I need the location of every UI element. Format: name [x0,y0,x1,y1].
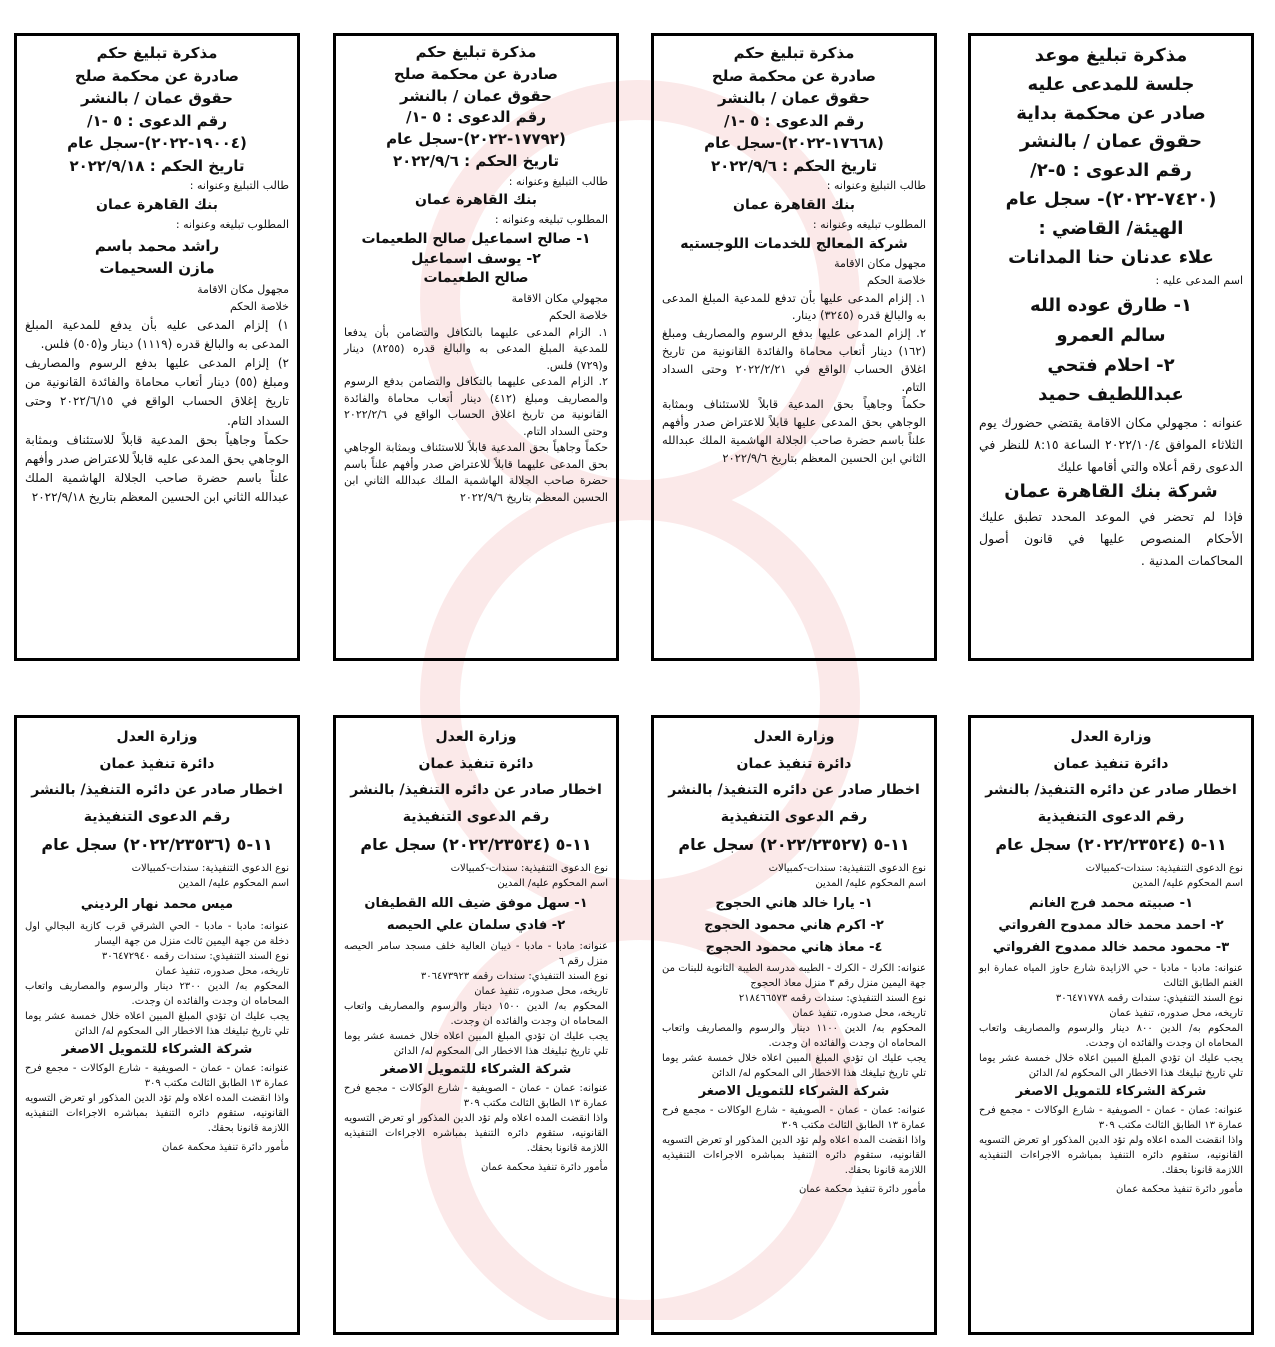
judgment-para-2: ٢) إلزام المدعى عليها بدفع الرسوم والمصاريف ومبلغ (٥٥) دينار أتعاب محاماة والفائدة القانونية من تاريخ إغلاق الحساب الواقع في ٢٠٢٢/٦/١٥ وحتى السداد التام. [25,356,289,428]
requester-label: طالب التبليغ وعنوانه : [189,179,289,192]
debtor-address: عنوانه: مادبا - مادبا - ذيبان العالية خلف مسجد سامر الحيصه منزل رقم ٦ [344,940,608,967]
judgment-para-2: ٢. إلزام المدعى عليها بدفع الرسوم والمصاريف ومبلغ (١٦٢) دينار أتعاب محاماة والفائدة القانونية من تاريخ اغلاق الحساب الواقع في ٢٠٢٢/٢/٢١ وحتى السداد التام. [662,326,926,394]
debtor-address: عنوانه: مادبا - مادبا - حي الازايدة شارع حاوز المياه عمارة ابو الغنم الطابق الثالث [979,963,1243,990]
judgment-para-2: ٢. الزام المدعى عليهما بالتكافل والتضامن بدفع الرسوم والمصاريف ومبلغ (٤١٢) دينار أتعاب محاماة والفائدة القانونية من تاريخ اغلاق الحساب الواقع في ٢٠٢٢/٢/٦ وحتى السداد التام. [344,375,608,438]
bond-number: نوع السند التنفيذي: سندات رقمه ٣٠٦٤٧١٧٧٨ [1055,993,1243,1005]
recipient-label: المطلوب تبليغه وعنوانه : [812,217,926,231]
notice-title: مذكرة تبليغ موعد جلسة للمدعى عليه صادر عن محكمة بداية حقوق عمان / بالنشر رقم الدعوى : ٥-٢/ (٧٤٢٠-٢٠٢٢)- سجل عام الهيئة/ القاضي : علاء عدنان حنا المدانات [1005,45,1217,268]
officer-signature: مأمور دائرة تنفيذ محكمة عمان [481,1161,608,1173]
debtor-address: عنوانه: الكرك - الكرك - الطيبه مدرسة الطيبة الثانوية للبنات من جهة اليمين منزل رقم ٣ منزل معاذ الحجوج [662,963,926,990]
exec-notice-23524 [968,715,1254,1335]
payment-instruction: يجب عليك ان تؤدي المبلغ المبين اعلاه خلال خمسة عشر يوما تلي تاريخ تبليغك هذا الاخطار الى المحكوم له/ الدائن [979,1053,1243,1080]
notice-judgment-17668 [651,33,937,661]
case-type: نوع الدعوى التنفيذية: سندات-كمبيالات [131,862,289,874]
exec-notice-23534 [333,715,619,1335]
recipient-names: راشد محمد باسم مازن السحيمات [94,236,220,278]
exec-notice-23527 [651,715,937,1335]
creditor-address: عنوانه: عمان - عمان - الصويفية - شارع الوكالات - مجمع فرح عمارة ١٣ الطابق الثالث مكتب ٣٠٩ [979,1104,1243,1131]
debtor-label: اسم المحكوم عليه/ المدين [178,877,289,889]
exec-notice-23536 [14,715,300,1335]
requester-label: طالب التبليغ وعنوانه : [508,174,608,188]
bond-number: نوع السند التنفيذي: سندات رقمه ٣٠٦٤٧٣٩٢٣ [420,970,608,982]
judgment-para-3: حكماً وجاهياً بحق المدعية قابلاً للاستئناف وبمثابة الوجاهي بحق المدعى عليه قابلاً للاعتراض صدر وأفهم علناً باسم حضرة صاحب الجلالة الهاشمية الملك عبدالله الثاني ابن الحسين المعظم بتاريخ ٢٠٢٢/٩/١٨ [25,432,289,505]
payment-instruction: يجب عليك ان تؤدي المبلغ المبين اعلاه خلال خمسة عشر يوما تلي تاريخ تبليغك هذا الاخطار الى المحكوم له/ الدائن [344,1030,608,1057]
summary-label: خلاصة الحكم [866,273,926,287]
exec-header: وزارة العدل دائرة تنفيذ عمان اخطار صادر عن دائره التنفيذ/ بالنشر رقم الدعوى التنفيذية ١١-٥ (٢٠٢٢/٢٣٥٢٤) سجل عام [985,729,1237,855]
amount-due: المحكوم به/ الدين ١٥٠٠ دينار والرسوم والمصاريف واتعاب المحاماه ان وجدت والفائده ان وجدت. [344,1000,608,1027]
address: مجهول مكان الاقامة [197,282,289,296]
requester-label: طالب التبليغ وعنوانه : [826,179,926,192]
judgment-para-3: حكماً وجاهياً بحق المدعية قابلاً للاستئناف وبمثابة الوجاهي بحق المدعى عليها قابلاً للاعتراض صدر وأفهم علناً باسم حضرة صاحب الجلالة الهاشمية الملك عبدالله الثاني ابن الحسين المعظم بتاريخ ٢٠٢٢/٩/٦ [662,397,926,465]
case-type: نوع الدعوى التنفيذية: سندات-كمبيالات [450,862,608,874]
enforcement-warning: واذا انقضت المده اعلاه ولم تؤد الدين المذكور او تعرض التسويه القانونيه، ستقوم دائره التنفيذ بمباشره الاجراءات التنفيذيه اللازمة قانونا بحقك. [979,1134,1243,1176]
debtor-address: عنوانه: مادبا - مادبا - الحي الشرقي قرب كازية البجالي اول دخلة من جهة اليمين ثالث منزل من جهة اليسار [25,921,289,948]
enforcement-warning: واذا انقضت المده اعلاه ولم تؤد الدين المذكور او تعرض التسويه القانونيه، ستقوم دائره التنفيذ بمباشره الاجراءات التنفيذيه اللازمة قانونا بحقك. [25,1093,289,1134]
notice-judgment-17792 [333,33,619,661]
case-type: نوع الدعوى التنفيذية: سندات-كمبيالات [768,862,926,874]
notice-judgment-19004 [14,33,300,661]
officer-signature: مأمور دائرة تنفيذ محكمة عمان [799,1183,926,1195]
issue-place: تاريخه، محل صدوره، تنفيذ عمان [1109,1008,1243,1020]
recipient-label: المطلوب تبليغه وعنوانه : [494,213,608,227]
creditor-address: عنوانه: عمان - عمان - الصويفية - شارع الوكالات - مجمع فرح عمارة ١٣ الطابق الثالث مكتب ٣٠٩ [662,1104,926,1131]
bond-number: نوع السند التنفيذي: سندات رقمه ٢١٨٤٦٦٥٧٣ [738,993,926,1005]
debtor-names: ١- سهل موفق ضيف الله القطيفان ٢- فادي سلمان علي الحيصه [364,895,588,933]
enforcement-warning: واذا انقضت المده اعلاه ولم تؤد الدين المذكور او تعرض التسويه القانونيه، ستقوم دائره التنفيذ بمباشره الاجراءات التنفيذيه اللازمة قانونا بحقك. [344,1112,608,1154]
creditor-name: شركة الشركاء للتمويل الاصغر [380,1061,572,1077]
debtor-names: ميس محمد نهار الرديني [80,896,234,912]
creditor-name: شركة الشركاء للتمويل الاصغر [698,1084,890,1100]
officer-signature: مأمور دائرة تنفيذ محكمة عمان [1116,1183,1243,1195]
judgment-para-1: ١) إلزام المدعى عليه بأن يدفع للمدعية المبلغ المدعى به والبالغ قدره (١١١٩) دينار و(٥٠٥) فلس. [25,317,289,351]
defendant-label: اسم المدعى عليه : [1155,274,1243,288]
notice-title: مذكرة تبليغ حكم صادرة عن محكمة صلح حقوق عمان / بالنشر رقم الدعوى : ٥ -١/ (١٧٦٦٨-٢٠٢٢)-سجل عام تاريخ الحكم : ٢٠٢٢/٩/٦ [704,44,884,175]
creditor-name: شركة الشركاء للتمويل الاصغر [61,1042,253,1058]
bond-number: نوع السند التنفيذي: سندات رقمه ٣٠٦٤٧٢٩٤٠ [101,951,289,963]
debtor-label: اسم المحكوم عليه/ المدين [815,877,926,889]
recipient-label: المطلوب تبليغه وعنوانه : [175,217,289,231]
requester-name: بنك القاهرة عمان [96,196,218,213]
debtor-names: ١- صبيته محمد فرج الغانم ٢- احمد محمد خالد ممدوح الفرواتي ٣- محمود محمد خالد ممدوح الفرواتي [992,895,1230,955]
exec-header: وزارة العدل دائرة تنفيذ عمان اخطار صادر عن دائره التنفيذ/ بالنشر رقم الدعوى التنفيذية ١١-٥ (٢٠٢٢/٢٣٥٢٧) سجل عام [668,729,920,855]
requester-name: بنك القاهرة عمان [415,192,537,209]
defendant-names: ١- طارق عوده الله سالم العمرو ٢- احلام فتحي عبداللطيف حميد [1029,295,1193,406]
summons-text: عنوانه : مجهولي مكان الاقامة يقتضي حضورك يوم الثلاثاء الموافق ٢٠٢٢/١٠/٤ الساعة ٨:١٥ للنظر في الدعوى رقم أعلاه والتي أقامها عليك [979,415,1243,474]
recipient-names: ١- صالح اسماعيل صالح الطعيمات ٢- يوسف اسماعيل صالح الطعيمات [361,231,591,287]
requester-name: بنك القاهرة عمان [733,196,855,213]
plaintiff-name: شركة بنك القاهرة عمان [1004,480,1218,502]
judgment-para-1: ١. الزام المدعى عليهما بالتكافل والتضامن بأن يدفعا للمدعية المبلغ المدعى به والبالغ قدره (٨٢٥٥) دينار و(٧٢٩) فلس. [344,325,608,372]
payment-instruction: يجب عليك ان تؤدي المبلغ المبين اعلاه خلال خمسة عشر يوما تلي تاريخ تبليغك هذا الاخطار الى المحكوم له/ الدائن [25,1011,289,1038]
exec-header: وزارة العدل دائرة تنفيذ عمان اخطار صادر عن دائره التنفيذ/ بالنشر رقم الدعوى التنفيذية ١١-٥ (٢٠٢٢/٢٣٥٣٤) سجل عام [350,729,602,855]
notice-title: مذكرة تبليغ حكم صادرة عن محكمة صلح حقوق عمان / بالنشر رقم الدعوى : ٥ -١/ (١٩٠٠٤-٢٠٢٢)-سجل عام تاريخ الحكم : ٢٠٢٢/٩/١٨ [67,44,247,175]
case-type: نوع الدعوى التنفيذية: سندات-كمبيالات [1085,862,1243,874]
exec-header: وزارة العدل دائرة تنفيذ عمان اخطار صادر عن دائره التنفيذ/ بالنشر رقم الدعوى التنفيذية ١١-٥ (٢٠٢٢/٢٣٥٣٦) سجل عام [31,729,283,855]
notice-hearing-date [968,33,1254,661]
debtor-label: اسم المحكوم عليه/ المدين [1132,877,1243,889]
notice-title: مذكرة تبليغ حكم صادرة عن محكمة صلح حقوق عمان / بالنشر رقم الدعوى : ٥ -١/ (١٧٧٩٢-٢٠٢٢)-سجل عام تاريخ الحكم : ٢٠٢٢/٩/٦ [386,43,566,170]
address: مجهولي مكان الاقامة [511,292,608,306]
officer-signature: مأمور دائرة تنفيذ محكمة عمان [162,1142,289,1153]
amount-due: المحكوم به/ الدين ١١٠٠ دينار والرسوم والمصاريف واتعاب المحاماه ان وجدت والفائده ان وجدت. [662,1023,926,1050]
payment-instruction: يجب عليك ان تؤدي المبلغ المبين اعلاه خلال خمسة عشر يوما تلي تاريخ تبليغك هذا الاخطار الى المحكوم له/ الدائن [662,1053,926,1080]
creditor-address: عنوانه: عمان - عمان - الصويفية - شارع الوكالات - مجمع فرح عمارة ١٣ الطابق الثالث مكتب ٣٠٩ [344,1082,608,1109]
judgment-para-3: حكماً وجاهياً بحق المدعية قابلاً للاستئناف وبمثابة الوجاهي بحق المدعى عليهما قابلاً للاعتراض صدر وأفهم علناً باسم حضرة صاحب الجلالة الهاشمية الملك عبدالله الثاني ابن الحسين المعظم بتاريخ ٢٠٢٢/٩/٦ [344,441,608,504]
absence-warning: فإذا لم تحضر في الموعد المحدد تطبق عليك الأحكام المنصوص عليها في قانون أصول المحاكمات المدنية . [979,508,1243,568]
issue-place: تاريخه، محل صدوره، تنفيذ عمان [155,966,289,978]
debtor-label: اسم المحكوم عليه/ المدين [497,877,608,889]
creditor-address: عنوانه: عمان - عمان - الصويفية - شارع الوكالات - مجمع فرح عمارة ١٣ الطابق الثالث مكتب ٣٠٩ [25,1063,289,1089]
summary-label: خلاصة الحكم [229,299,289,313]
summary-label: خلاصة الحكم [548,308,608,322]
amount-due: المحكوم به/ الدين ٨٠٠ دينار والرسوم والمصاريف واتعاب المحاماه ان وجدت والفائده ان وجدت. [979,1023,1243,1050]
issue-place: تاريخه، محل صدوره، تنفيذ عمان [474,985,608,997]
recipient-name: شركة المعالج للخدمات اللوجستيه [680,235,908,252]
amount-due: المحكوم به/ الدين ٢٣٠٠ دينار والرسوم والمصاريف واتعاب المحاماه ان وجدت والفائده ان وجدت. [25,981,289,1008]
creditor-name: شركة الشركاء للتمويل الاصغر [1015,1084,1207,1100]
judgment-para-1: ١. إلزام المدعى عليها بأن تدفع للمدعية المبلغ المدعى به والبالغ قدره (٣٢٤٥) دينار. [662,290,926,323]
enforcement-warning: واذا انقضت المده اعلاه ولم تؤد الدين المذكور او تعرض التسويه القانونيه، ستقوم دائره التنفيذ بمباشره الاجراءات التنفيذيه اللازمة قانونا بحقك. [662,1134,926,1176]
issue-place: تاريخه، محل صدوره، تنفيذ عمان [792,1008,926,1020]
address: مجهول مكان الاقامة [834,256,926,270]
debtor-names: ١- يارا خالد هاني الحجوج ٢- اكرم هاني محمود الحجوج ٤- معاذ هاني محمود الحجوج [704,895,884,955]
